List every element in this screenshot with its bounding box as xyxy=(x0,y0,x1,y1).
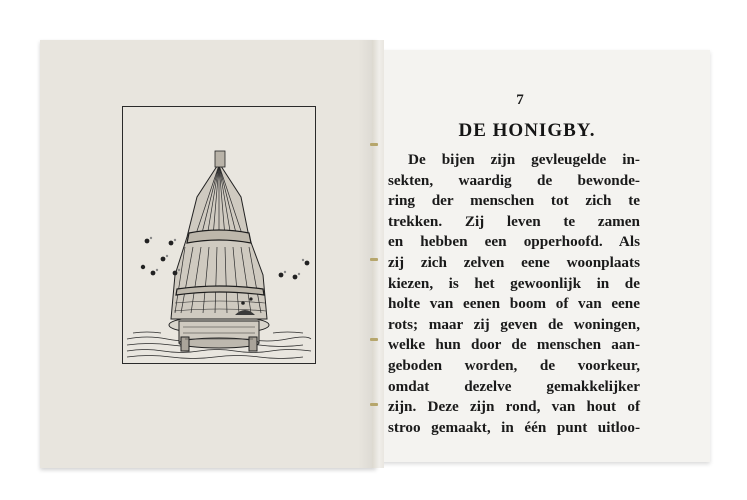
text-line: omdat dezelve gemakkelijker xyxy=(388,377,640,395)
text-line: kiezen, is het gewoonlijk in de xyxy=(388,274,640,292)
text-line: stroo gemaakt, in één punt uitloo- xyxy=(388,418,640,436)
text-line: zij zich zelven eene woonplaats xyxy=(388,253,640,271)
binding-stitch xyxy=(370,338,378,341)
binding-stitch xyxy=(370,258,378,261)
text-line: sekten, waardig de bewonde- xyxy=(388,171,640,189)
binding-stitch xyxy=(370,143,378,146)
beehive-illustration xyxy=(122,106,316,364)
body-text xyxy=(388,150,640,438)
beehive-engraving-icon xyxy=(123,107,315,363)
text-line: rots; maar zij geven de woningen, xyxy=(388,315,640,333)
text-line: trekken. Zij leven te zamen xyxy=(388,212,640,230)
chapter-title: DE HONIGBY. xyxy=(458,120,596,141)
text-line: De bijen zijn gevleugelde in- xyxy=(408,151,640,168)
text-line: welke hun door de menschen aan- xyxy=(388,336,640,354)
text-line: ring der menschen tot zich te xyxy=(388,192,640,210)
text-line: holte van eenen boom of van eene xyxy=(388,295,640,313)
binding-stitch xyxy=(370,403,378,406)
text-line: en hebben een opperhoofd. Als xyxy=(388,233,640,251)
text-line: geboden worden, de voorkeur, xyxy=(388,356,640,374)
text-line: zijn. Deze zijn rond, van hout of xyxy=(388,398,640,416)
page-number: 7 xyxy=(516,92,524,108)
